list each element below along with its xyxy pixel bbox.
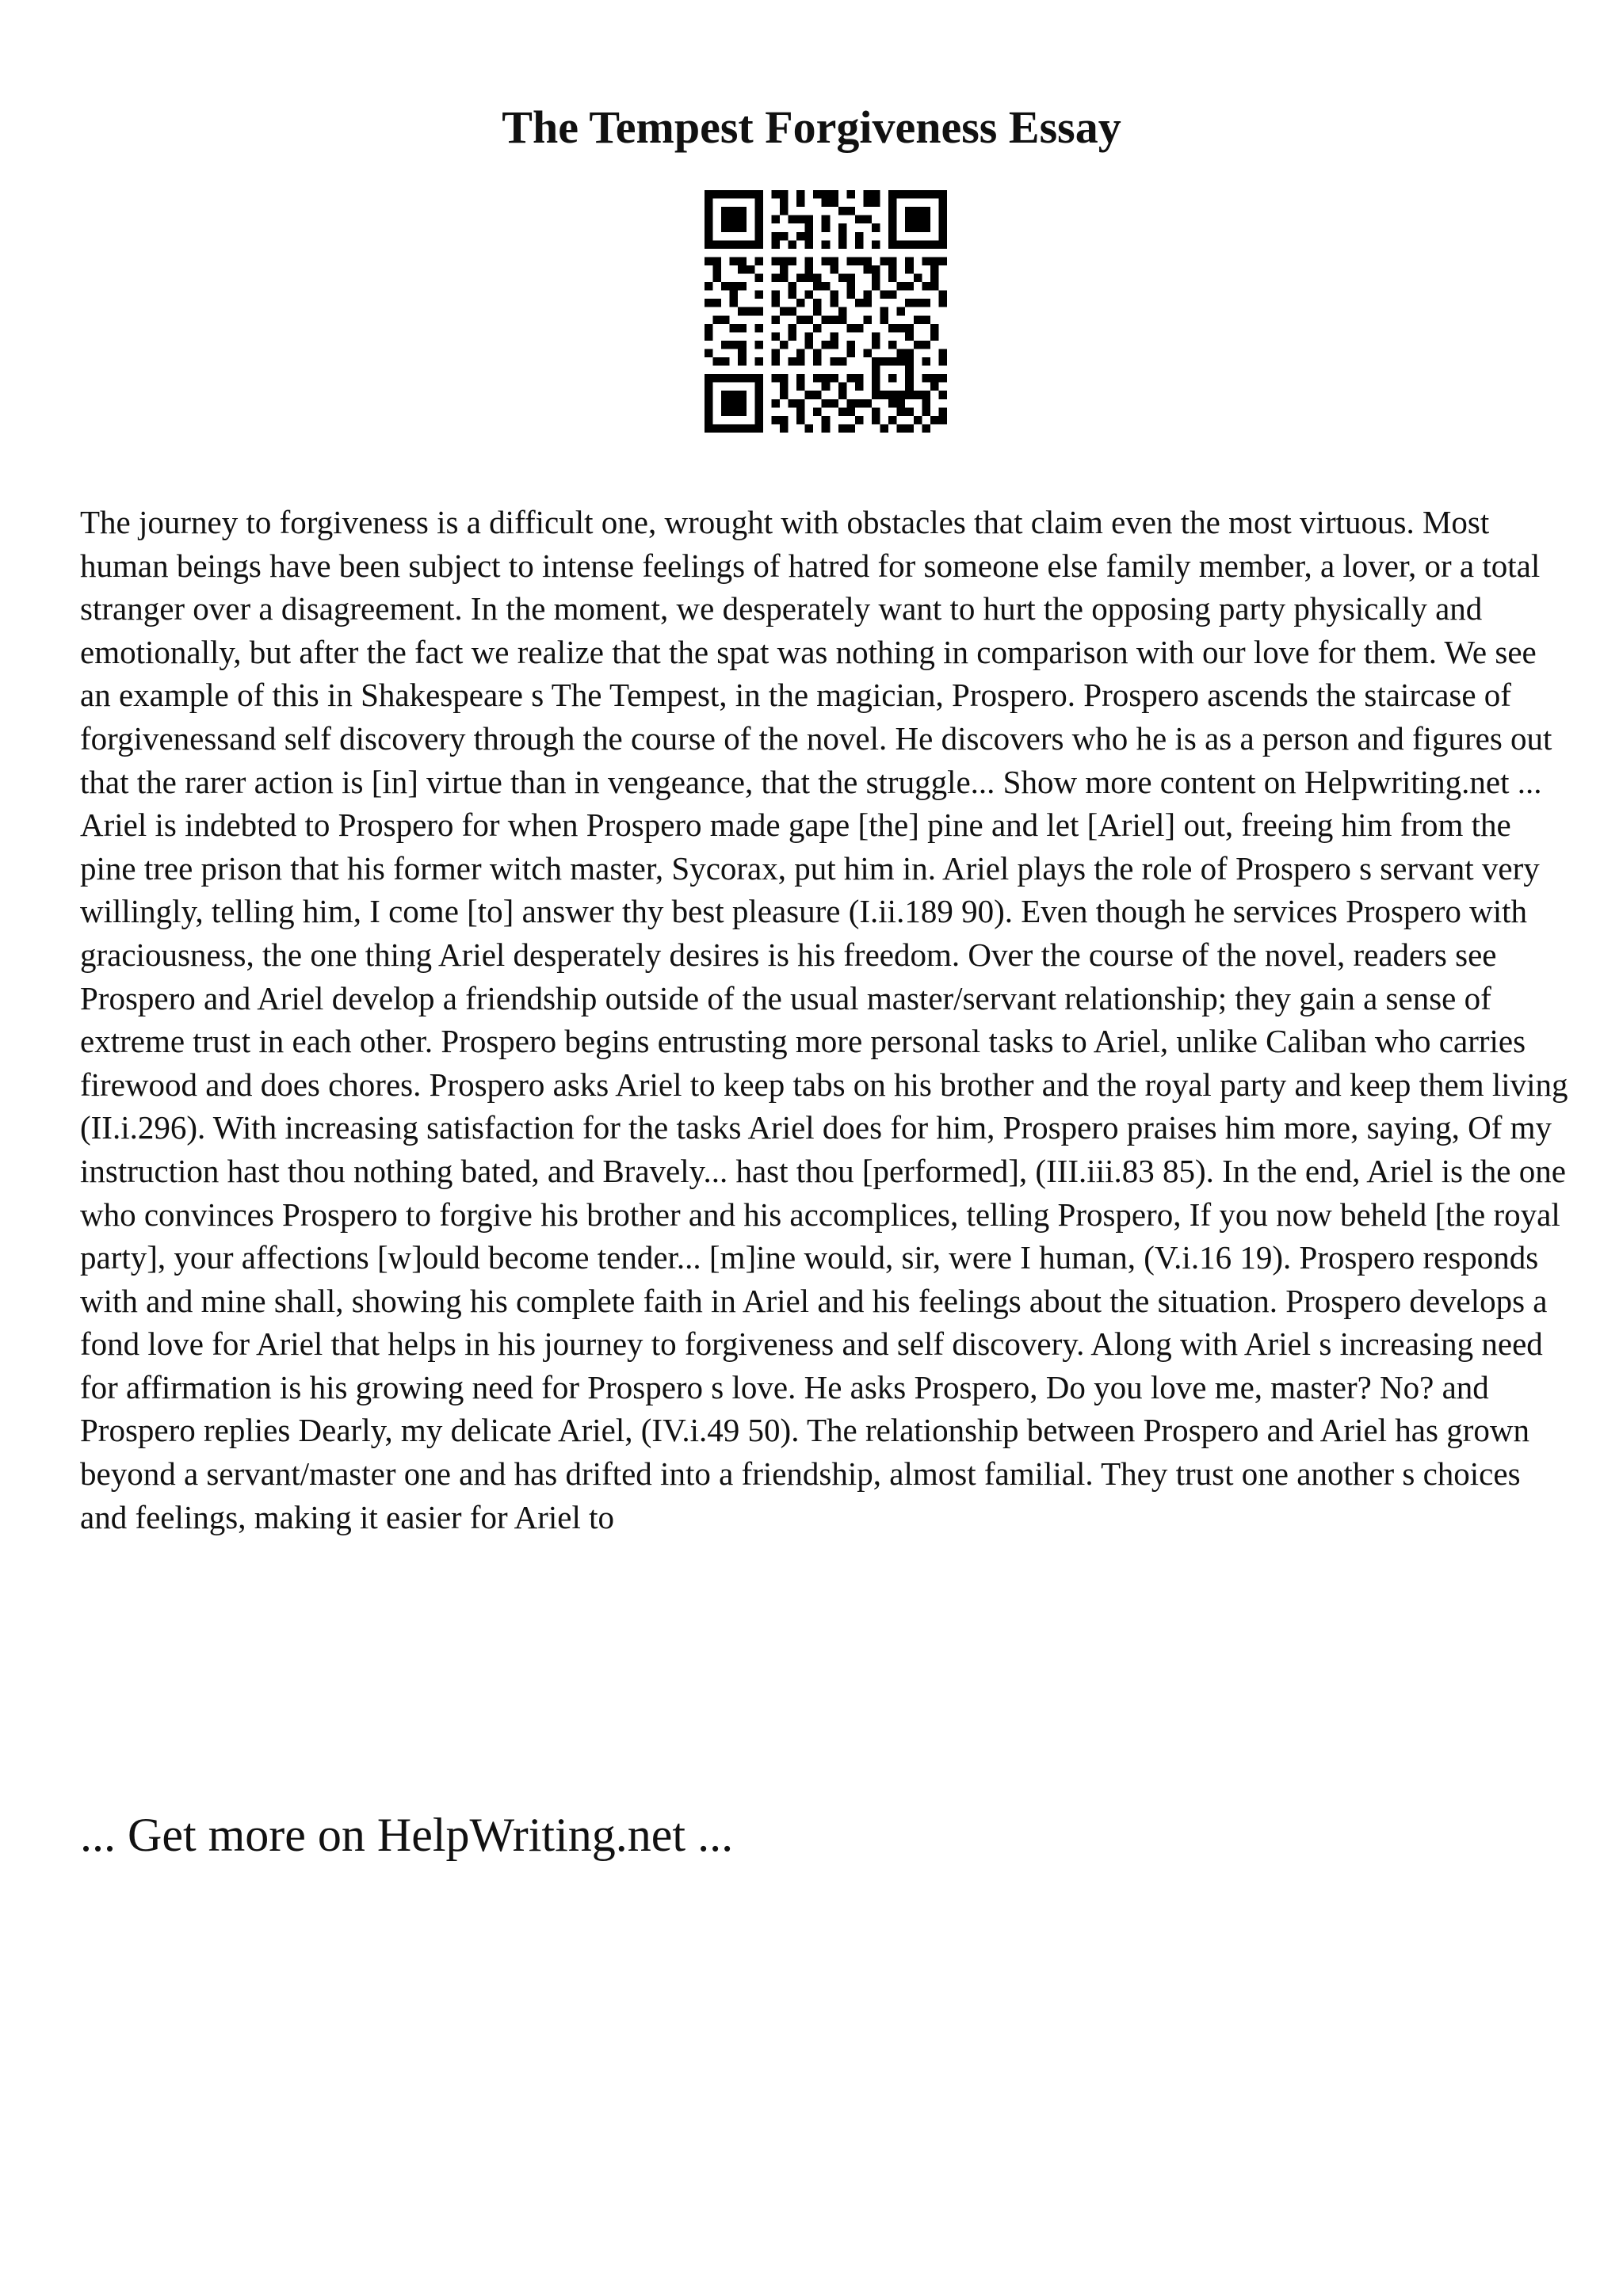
essay-paragraph-ariel: Ariel is indebted to Prospero for when Prospero made gape [the] pine and let [Ariel] out, freeing him from the pine tree prison that his former witch master, Sycorax, put him in. Ariel plays the role of Prospero s servant very willingly, telling him, I come [to] answer thy best pleasure (I.ii.189 90). Even though he services Prospero with graciousness, the one thing Ariel desperately desires is his freedom. Over the course of the novel, readers see Prospero and Ariel develop a friendship outside of the usual master/servant relationship; they gain a sense of extreme trust in each other. Prospero begins entrusting more personal tasks to Ariel, unlike Caliban who carries firewood and does chores. Prospero asks Ariel to keep tabs on his brother and the royal party and keep them living (II.i.296). With increasing satisfaction for the tasks Ariel does for him, Prospero praises him more, saying, Of my instruction hast thou nothing bated, and Bravely... hast thou [performed], (III.iii.83 85). In the end, Ariel is the one who convinces Prospero to forgive his brother and his accomplices, telling Prospero, If you now beheld [the royal party], your affections [w]ould become tender... [m]ine would, sir, were I human, (V.i.16 19). Prospero responds with and mine shall, showing his complete faith in Ariel and his feelings about the situation. Prospero develops a fond love for Ariel that helps in his journey to forgiveness and self discovery. Along with Ariel s increasing need for affirmation is his growing need for Prospero s love. He asks Prospero, Do you love me, master? No? and Prospero replies Dearly, my delicate Ariel, (IV.i.49 50). The relationship between Prospero and Ariel has grown beyond a servant/master one and has drifted into a friendship, almost familial. They trust one another s choices and feelings, making it easier for Ariel to: [80, 807, 1568, 1535]
essay-body: [80, 501, 1570, 1539]
qr-code-icon[interactable]: [705, 190, 947, 433]
document-title: The Tempest Forgiveness Essay: [502, 101, 1121, 153]
essay-paragraph-intro: The journey to forgiveness is a difficult one, wrought with obstacles that claim even the most virtuous. Most human beings have been subject to intense feelings of hatred for someone else family member, a lover, or a total stranger over a disagreement. In the moment, we desperately want to hurt the opposing party physically and emotionally, but after the fact we realize that the spat was nothing in comparison with our love for them. We see an example of this in Shakespeare s The Tempest, in the magician, Prospero. Prospero ascends the staircase of forgivenessand self discovery through the course of the novel. He discovers who he is as a person and figures out that the rarer action is [in] virtue than in vengeance, that the struggle... Show more content on Helpwriting.net ...: [80, 504, 1552, 800]
get-more-link[interactable]: ... Get more on HelpWriting.net ...: [80, 1809, 734, 1861]
